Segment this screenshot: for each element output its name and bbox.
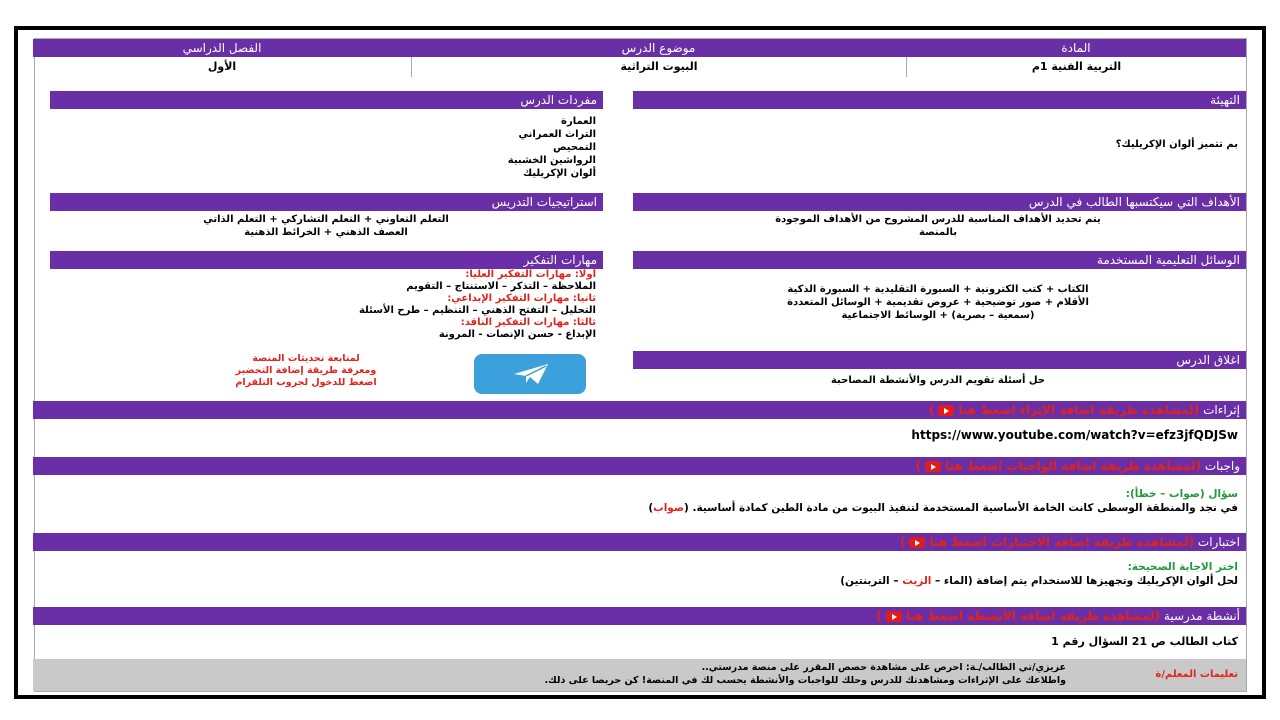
- teacher-line: واطلاعك على الإثراءات ومشاهدتك للدرس وحلك للواجبات والأنشطة يحسب لك في المنصة! كن حريصا على ذلك.: [544, 675, 1066, 686]
- thinking-header: [50, 251, 603, 269]
- tests-question: [38, 560, 1238, 588]
- objectives-line: يتم تحديد الأهداف المناسبة للدرس المشروح من الأهداف الموجودة: [775, 214, 1101, 225]
- warmup-title: التهيئة: [1210, 93, 1240, 107]
- enrichment-link[interactable]: [929, 403, 1199, 417]
- tests-link-close: ): [899, 535, 906, 549]
- objectives-header: [633, 193, 1246, 211]
- vocab-item: الرواشين الخشبية: [507, 155, 596, 166]
- vocab-header: [50, 91, 603, 109]
- homework-q-text: في نجد والمنطقة الوسطى كانت الخامة الأساسية المستخدمة لتنفيذ البيوت من مادة الطين كمادة أساسية. (: [684, 502, 1238, 514]
- thinking-heading: أولا: مهارات التفكير العليا:: [465, 269, 596, 280]
- vocab-list: [396, 115, 596, 180]
- closing-title: اغلاق الدرس: [1176, 353, 1240, 367]
- vocab-item: التراث العمراني: [518, 129, 596, 140]
- activities-link-close: ): [876, 609, 882, 623]
- enrichment-header: [33, 401, 1246, 419]
- aids-line: (سمعية – بصرية) + الوسائط الاجتماعية: [841, 310, 1035, 321]
- thinking-list: [56, 269, 596, 341]
- aids-line: الكتاب + كتب الكترونية + السبورة التقليدية + السبورة الذكية: [787, 284, 1089, 295]
- aids-title: الوسائل التعليمية المستخدمة: [1096, 253, 1240, 267]
- warmup-header: [633, 91, 1246, 109]
- objectives-title: الأهداف التي سيكتسبها الطالب في الدرس: [1028, 195, 1240, 209]
- homework-question: [38, 487, 1238, 515]
- homework-q-close: ): [648, 502, 654, 514]
- thinking-heading: ثانيا: مهارات التفكير الإبداعي:: [447, 293, 596, 304]
- homework-q-label: سؤال (صواب – خطأ):: [1125, 488, 1238, 500]
- objectives-line: بالمنصة: [919, 227, 957, 238]
- aids-text: [638, 283, 1238, 322]
- tests-answer: الزيت: [902, 575, 932, 587]
- closing-text: حل أسئلة تقويم الدرس والأنشطة المصاحبة: [830, 375, 1046, 386]
- vocab-item: التمحيص: [553, 142, 596, 153]
- aids-header: [633, 251, 1246, 269]
- homework-label: واجبات: [1204, 459, 1240, 473]
- vocab-title: مفردات الدرس: [520, 93, 597, 107]
- telegram-line: اضغط للدخول لجروب التلقرام: [235, 377, 377, 388]
- teacher-text: [46, 661, 1066, 687]
- semester-value: الأول: [207, 60, 237, 73]
- topic-header: [411, 39, 906, 57]
- strategies-line: التعلم التعاوني + التعلم التشاركي + التعلم الذاتي: [203, 214, 449, 225]
- homework-header: [33, 457, 1246, 475]
- tests-q-rest: – التربنتين): [840, 575, 899, 587]
- youtube-icon: [886, 611, 902, 622]
- vocab-item: العمارة: [561, 116, 596, 127]
- thinking-text: الإبداع - حسن الإنصات - المرونة: [438, 329, 596, 340]
- homework-link-text: (لمشاهدة طريقة اضافة الواجبات اضغط هنا: [945, 459, 1202, 473]
- strategies-header: [50, 193, 603, 211]
- activities-link-text: (لمشاهدة طريقة اضافة الأنشطة اضغط هنا: [905, 609, 1161, 623]
- telegram-line: ومعرفة طريقة إضافة التحضير: [235, 365, 377, 376]
- tests-link[interactable]: [900, 535, 1194, 549]
- enrichment-url[interactable]: https://www.youtube.com/watch?v=efz3jfQDJSw: [911, 428, 1238, 442]
- enrichment-label: إثراءات: [1203, 403, 1240, 417]
- subject-value: التربية الفنية 1م: [906, 57, 1246, 77]
- strategies-line: العصف الذهني + الخرائط الذهنية: [244, 227, 408, 238]
- telegram-link[interactable]: [196, 353, 416, 389]
- lesson-plan: [34, 38, 1247, 692]
- telegram-icon: [512, 362, 550, 390]
- homework-answer: صواب: [653, 502, 685, 514]
- activities-text: كتاب الطالب ص 21 السؤال رقم 1: [1051, 635, 1238, 648]
- homework-link-close: ): [915, 459, 922, 473]
- subject-label: المادة: [1061, 41, 1091, 55]
- youtube-icon: [925, 461, 941, 472]
- objectives-text: [638, 213, 1238, 239]
- teacher-line: عزيزي/تي الطالب/ـة: احرص على مشاهدة حصص المقرر على منصة مدرستي..: [701, 662, 1066, 673]
- strategies-text: [56, 213, 596, 239]
- youtube-icon: [909, 537, 925, 548]
- aids-line: الأقلام + صور توضيحية + عروض تقديمية + الوسائل المتعددة: [787, 297, 1089, 308]
- tests-link-text: (لمشاهدة طريقة اضافة الاختبارات اضغط هنا: [929, 535, 1195, 549]
- teacher-label: تعليمات المعلم/ة: [1155, 669, 1238, 680]
- strategies-title: استراتيجيات التدريس: [491, 195, 597, 209]
- subject-header: [906, 39, 1246, 57]
- vocab-item: ألوان الإكريليك: [522, 168, 596, 179]
- thinking-text: التحليل – التفتح الذهني – التنظيم – طرح الأسئلة: [358, 305, 596, 316]
- document-frame: [14, 26, 1266, 699]
- thinking-heading: ثالثا: مهارات التفكير الناقد:: [460, 317, 596, 328]
- tests-header: [33, 533, 1246, 551]
- thinking-title: مهارات التفكير: [523, 253, 597, 267]
- semester-label: الفصل الدراسي: [182, 41, 262, 55]
- youtube-icon: [938, 405, 954, 416]
- topic-label: موضوع الدرس: [621, 41, 696, 55]
- tests-q-text: لحل ألوان الإكريليك وتجهيزها للاستخدام يتم إضافة (الماء –: [935, 575, 1238, 587]
- activities-link[interactable]: [876, 609, 1160, 623]
- topic-value: البيوت التراثية: [411, 57, 906, 77]
- homework-link[interactable]: [916, 459, 1201, 473]
- activities-label: أنشطة مدرسية: [1163, 609, 1240, 623]
- tests-q-label: اختر الاجابة الصحيحة:: [1127, 561, 1238, 573]
- closing-header: [633, 351, 1246, 369]
- telegram-button[interactable]: [474, 354, 586, 394]
- semester-header: [33, 39, 411, 57]
- enrichment-link-text: (لمشاهدة طريقة اضافة الإثراء اضغط هنا: [958, 403, 1200, 417]
- activities-header: [33, 607, 1246, 625]
- enrichment-link-close: ): [928, 403, 935, 417]
- tests-label: اختبارات: [1197, 535, 1240, 549]
- thinking-text: الملاحظة – التذكر – الاستنتاج – التقويم: [406, 281, 596, 292]
- telegram-line: لمتابعة تحديثات المنصة: [252, 353, 360, 364]
- warmup-text: بم تتميز ألوان الإكريليك؟: [1115, 139, 1238, 150]
